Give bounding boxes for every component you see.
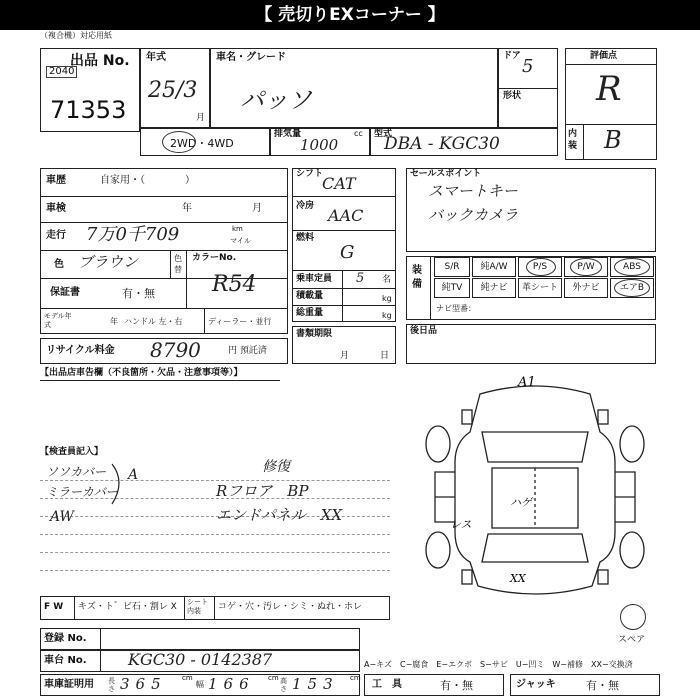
year-label: 年式 <box>146 52 166 63</box>
load-unit: kg <box>382 294 392 303</box>
gross-label: 総重量 <box>296 308 324 318</box>
ac-label: 冷房 <box>296 201 315 211</box>
seat-text: コゲ・穴・汚レ・シミ・ぬれ・ホレ <box>218 602 363 612</box>
model-year-handle: ハンドル 左・右 <box>124 317 183 326</box>
sales-point-line-1: スマートキー <box>428 182 518 200</box>
fuel-value: G <box>340 242 355 263</box>
year-value: 25/3 <box>148 78 198 103</box>
interior-value: B <box>604 126 622 154</box>
color-change-label: 色替 <box>174 254 182 274</box>
fuel-label: 燃料 <box>296 233 315 243</box>
delivery-label: 後日品 <box>410 326 438 336</box>
inspection-month: 月 <box>252 203 262 214</box>
inspector-left-line-1: ソソカバー <box>46 465 107 479</box>
load-label: 積載量 <box>296 291 324 301</box>
navi-model-label: ナビ型番： <box>436 304 476 313</box>
equip-leather-seat: 革シート <box>518 278 562 298</box>
header-note: （複合機）対応用紙 <box>40 31 112 40</box>
sales-point-line-2: バックカメラ <box>428 206 519 224</box>
cert-length: 365 <box>120 675 167 693</box>
lot-label: 出品 No. <box>70 53 130 69</box>
model-value: パッソ <box>240 86 312 114</box>
registration-box <box>40 628 360 650</box>
docs-deadline-label: 書類期限 <box>296 329 333 339</box>
recycle-value: 8790 <box>150 338 201 362</box>
car-diagram <box>410 372 660 612</box>
model-label: 車名・グレード <box>216 52 286 63</box>
seat-label: シート内装 <box>187 598 208 615</box>
diagram-top-mark: A1 <box>518 375 536 390</box>
displacement-value: 1000 <box>300 136 339 154</box>
sales-point-label: セールスポイント <box>410 169 482 179</box>
capacity-label: 乗車定員 <box>296 274 333 284</box>
drive-value: 2WD・4WD <box>170 137 234 150</box>
model-year-label: モデル年式 <box>44 312 72 329</box>
displacement-label: 排気量 <box>274 129 302 139</box>
docs-deadline-day: 日 <box>380 351 390 361</box>
warranty-label: 保証書 <box>50 287 80 298</box>
mileage-unit-km: km <box>232 225 243 233</box>
cert-length-label: 長さ <box>108 677 115 693</box>
equip-alloy-wheel: 純A/W <box>472 257 516 277</box>
inspector-right-line-2: エンドパネル XX <box>216 506 343 524</box>
inspection-label: 車検 <box>46 203 66 214</box>
fw-label: F W <box>44 602 64 612</box>
equip-power-steering: P/S <box>518 257 562 277</box>
jack-label: ジャッキ <box>516 679 556 690</box>
diagram-side-mark: ハゲ <box>510 496 532 509</box>
cert-height-unit: cm <box>350 674 361 682</box>
inspector-label: 【検査員記入】 <box>40 447 104 457</box>
displacement-unit: cc <box>354 129 363 138</box>
diagram-left-mark: レス <box>450 518 472 531</box>
cert-height-label: 高さ <box>280 677 287 693</box>
doors-label: ドア <box>503 51 521 61</box>
banner-title: 【 売切りEXコーナー 】 <box>0 0 700 30</box>
tools-value: 有・無 <box>440 679 473 692</box>
equip-navi: 純ナビ <box>472 278 516 298</box>
inspector-right-line-1: Rフロア BP <box>216 482 309 500</box>
mileage-value: 7万0千709 <box>86 224 180 245</box>
shift-label: シフト <box>296 169 324 179</box>
cert-height: 153 <box>292 675 339 693</box>
equip-abs: ABS <box>610 257 654 277</box>
capacity-value: 5 <box>356 271 365 286</box>
color-code-label: カラーNo. <box>192 253 237 263</box>
equipment-label: 装備 <box>412 265 422 290</box>
jack-value: 有・無 <box>586 679 619 692</box>
capacity-unit: 名 <box>382 275 392 285</box>
warranty-value: 有・無 <box>122 287 155 300</box>
bracket-mark <box>108 462 132 506</box>
doors-value: 5 <box>522 56 534 77</box>
diagram-rear-mark: XX <box>510 572 526 585</box>
damage-legend: A−キズ C−腐食 E−エクボ S−サビ U−凹ミ W−補修 XX−交換済 <box>364 660 633 669</box>
recycle-unit: 円 預託済 <box>228 346 267 356</box>
inspector-left-line-2: ミラーカバー <box>46 485 118 499</box>
model-year-dealer: ディーラー・並行 <box>208 317 272 326</box>
color-label: 色 <box>54 259 64 270</box>
lot-number: 71353 <box>50 96 127 124</box>
shape-label: 形状 <box>503 91 522 101</box>
delivery-box <box>406 324 656 364</box>
equip-aftermarket-navi: 外ナビ <box>564 278 608 298</box>
cert-length-unit: cm <box>182 674 193 682</box>
model-year-year: 年 <box>110 317 118 326</box>
year-month: 月 <box>196 113 206 123</box>
equip-airbag: エアB <box>610 278 654 298</box>
inspector-left-line-3: AW <box>50 509 74 525</box>
seller-notes-label: 【出品店車告欄（不良箇所・欠品・注意事項等）】 <box>40 368 243 378</box>
color-value: ブラウン <box>78 253 139 271</box>
score-label: 評価点 <box>590 51 618 61</box>
fw-text: キズ・ト゛ビ石・割レ X <box>78 602 177 612</box>
spec-box <box>40 168 288 334</box>
mileage-unit-mile: マイル <box>230 237 251 245</box>
score-value: R <box>596 69 622 109</box>
chassis-value: KGC30 - 0142387 <box>128 650 273 669</box>
docs-deadline-month: 月 <box>340 351 350 361</box>
chassis-label: 車台 No. <box>44 655 87 666</box>
equip-power-window: P/W <box>564 257 608 277</box>
equip-tv: 純TV <box>434 278 470 298</box>
gross-unit: kg <box>382 311 392 320</box>
inspector-right-title: 修復 <box>262 459 290 475</box>
cert-width-label: 幅 <box>196 680 204 689</box>
type-label: 型式 <box>374 129 393 139</box>
cert-label: 車庫証明用 <box>44 679 94 690</box>
cert-width: 166 <box>208 675 255 693</box>
mileage-label: 走行 <box>46 230 66 241</box>
interior-label: 内装 <box>568 129 578 151</box>
color-code-value: R54 <box>212 272 257 297</box>
recycle-label: リサイクル料金 <box>46 345 115 356</box>
spare-label: スペア <box>618 635 646 645</box>
registration-label: 登録 No. <box>44 633 87 644</box>
equip-sunroof: S/R <box>434 257 470 277</box>
lot-stamp: 2040 <box>46 66 77 78</box>
cert-width-unit: cm <box>268 674 279 682</box>
ac-value: AAC <box>328 206 364 225</box>
type-value: DBA - KGC30 <box>384 134 500 154</box>
inspection-year: 年 <box>182 203 192 214</box>
inspector-left-mark: A <box>128 467 139 483</box>
tools-label: 工 具 <box>372 679 402 690</box>
history-label: 車歴 <box>46 175 66 186</box>
shift-value: CAT <box>322 174 356 193</box>
spare-tire-icon <box>620 604 646 630</box>
history-value: 自家用・（ ） <box>100 175 195 186</box>
